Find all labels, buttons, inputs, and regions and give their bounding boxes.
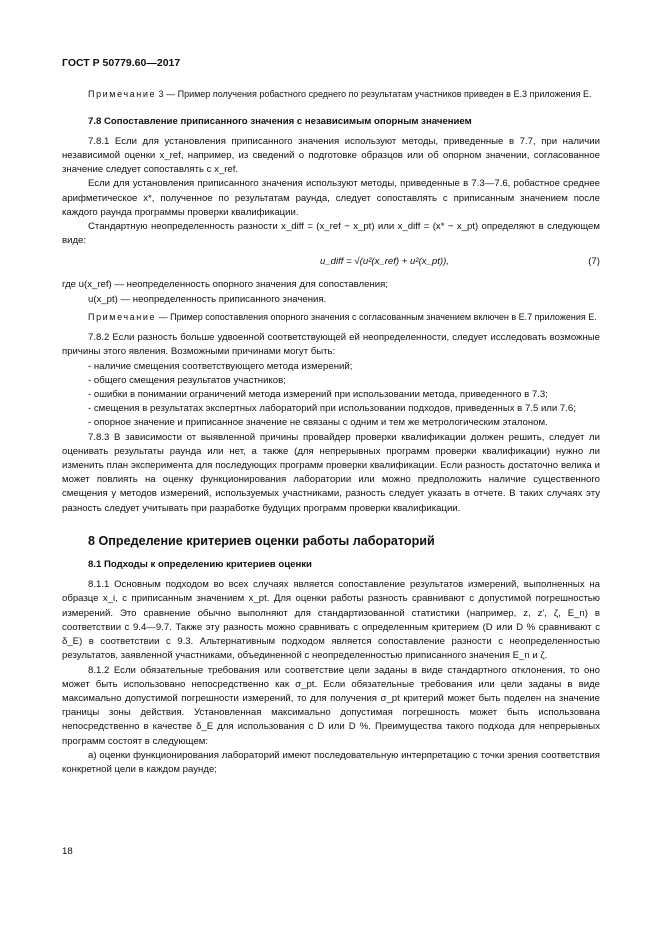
paragraph-7-8-1-c: Стандартную неопределенность разности x_diff = (x_ref − x_pt) или x_diff = (x* − x_pt) определяют в следующем виде: [62,220,600,247]
section-8-1-title: 8.1 Подходы к определению критериев оценки [88,559,312,571]
note-3-text: 3 — Пример получения робастного среднего по результатам участников приведен в Е.3 приложения Е. [158,89,592,99]
chapter-8-title: 8 Определение критериев оценки работы лабораторий [88,533,435,548]
formula-7 [62,248,600,278]
note-3 [62,88,600,101]
document-code: ГОСТ Р 50779.60—2017 [62,57,181,69]
note-reference [62,311,600,324]
list-item: - ошибки в понимании ограничений метода измерений при использовании метода, приведенного в 7.3; [88,389,548,401]
note-label: Примечание [88,311,157,322]
note-text: — Пример сопоставления опорного значения с согласованным значением включен в Е.7 приложения Е. [158,311,597,322]
formula-number: (7) [588,256,600,268]
page-number: 18 [62,846,73,857]
list-item: - смещения в результатах экспертных лабораторий при использовании подходов, приведенных в 7.5 или 7.6; [88,403,576,415]
paragraph-8-1-2: 8.1.2 Если обязательные требования или соответствие цели заданы в виде стандартного отклонения, то оно может быть использовано непосредственно как σ_pt. Если обязательные требования или цели заданы в виде максимально допустимой погрешности измерений, то для получения σ_pt критерий может быть поделен на значение границы зоны действия. Установленная максимально допустимая погрешность может быть использована непосредственно в качестве δ_E для использования с D или D %. Преимущества такого подхода для непрерывных программ состоят в следующем: [62,664,600,747]
list-item: - наличие смещения соответствующего метода измерений; [88,360,353,372]
paragraph-7-8-1: 7.8.1 Если для установления приписанного значения используют методы, приведенные в 7.7, при наличии независимой оценки x_ref, например, из сведений о подготовке образцов или об опорном значении, согласованное значение следует сопоставлять с x_ref. [62,135,600,176]
formula-expression: u_diff = √(u²(x_ref) + u²(x_pt)), [320,256,449,268]
section-7-8-title: 7.8 Сопоставление приписанного значения с независимым опорным значением [88,115,472,127]
list-item: - опорное значение и приписанное значение не связаны с одним и тем же метрологическим эталоном. [88,417,548,429]
where-line-1: где u(x_ref) — неопределенность опорного значения для сопоставления; [62,279,388,291]
paragraph-8-1-1: 8.1.1 Основным подходом во всех случаях является сопоставление результатов измерений, выполненных на образце x_i, с приписанным значением x_pt. Для оценки работы разность сравнивают с допустимой погрешностью измерений. Это сравнение обычно выполняют для стандартизованной статистики (например, z, z', ζ, E_n) в соответствии с 9.4—9.7. Также эту разность можно сравнивать с определенным критерием (D или D % сравнивают с δ_E) в соответствии с 9.3. Альтернативным подходом является сопоставление разности с неопределенностью результатов, заявленной участниками, объединенной с неопределенностью приписанного значения E_n и ζ. [62,579,600,662]
paragraph-8-1-2-a: а) оценки функционирования лабораторий имеют последовательную интерпретацию с точки зрения соответствия конкретной цели в каждом раунде; [62,749,600,775]
paragraph-7-8-1-b: Если для установления приписанного значения используют методы, приведенные в 7.3—7.6, робастное среднее арифметическое x*, полученное по результатам раунда, следует сопоставлять с приписанным значением после каждого раунда программы проверки квалификации. [62,178,600,218]
note-3-label: Примечание [88,89,157,99]
where-line-2: u(x_pt) — неопределенность приписанного значения. [88,293,327,305]
paragraph-7-8-3: 7.8.3 В зависимости от выявленной причины провайдер проверки квалификации должен решить, следует ли оценивать результаты раунда или нет, а также (для непрерывных программ проверки квалификации) нужно ли изменить план эксперимента для последующих программ проверки квалификации. Если разность достаточно велика и может повлиять на оценку функционирования лаборатории или можно предположить наличие существенного смещения у методов измерений, используемых участниками, разность следует указать в отчете. В таких случаях эту разность следует учитывать при разработке будущих программ проверки квалификации. [62,431,600,514]
list-item: - общего смещения результатов участников; [88,374,286,386]
page-body [62,88,600,777]
paragraph-7-8-2: 7.8.2 Если разность больше удвоенной соответствующей ей неопределенности, следует исследовать возможные причины этого явления. Возможными причинами могут быть: [62,332,600,358]
